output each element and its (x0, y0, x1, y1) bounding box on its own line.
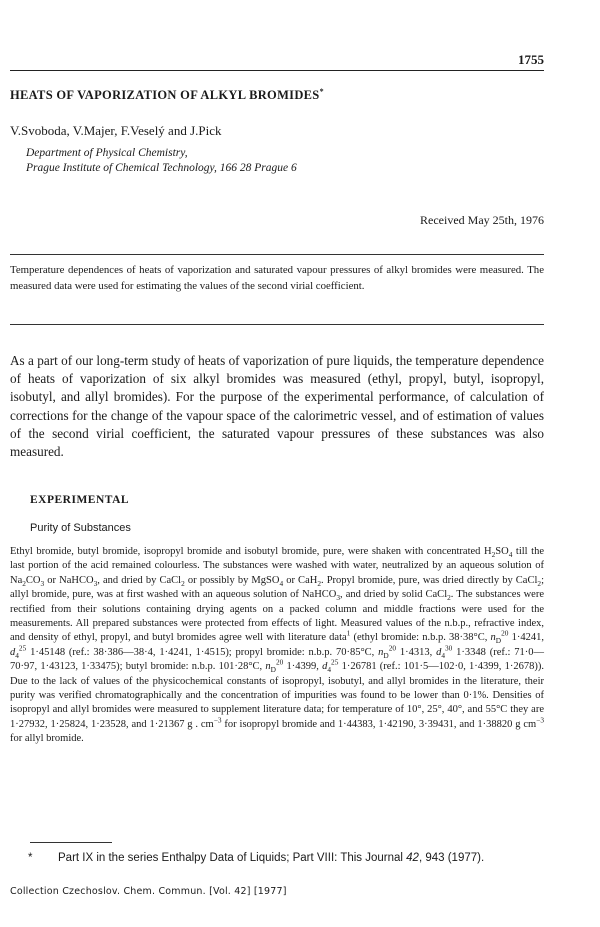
abstract-top-rule (10, 254, 544, 255)
article-title (10, 88, 324, 103)
footnote: * Part IX in the series Enthalpy Data of Liquids; Part VIII: This Journal 42, 943 (1977). (28, 852, 485, 864)
abstract: Temperature dependences of heats of vaporization and saturated vapour pressures of alkyl bromides were measured. The measured data were used for estimating the values of the second virial coefficient. (10, 264, 544, 292)
author-list: V.Svoboda, V.Majer, F.Veselý and J.Pick (10, 123, 222, 138)
article-title-text: HEATS OF VAPORIZATION OF ALKYL BROMIDES (10, 88, 320, 102)
abstract-bottom-rule (10, 324, 544, 325)
section-heading: EXPERIMENTAL (30, 494, 130, 506)
footnote-mark: * (28, 852, 33, 864)
journal-footer: Collection Czechoslov. Chem. Commun. [Vol. 42] [1977] (10, 886, 287, 897)
affiliation-department: Department of Physical Chemistry, (26, 147, 188, 159)
footnote-rule (30, 842, 112, 843)
received-date: Received May 25th, 1976 (420, 213, 544, 227)
affiliation (26, 146, 297, 176)
purity-paragraph: Ethyl bromide, butyl bromide, isopropyl bromide and isobutyl bromide, pure, were shaken with concentrated $H_2SO_4$ till the last portion of the acid remained colourless. The substances were washed with water, neutralized by an aqueous solution of $Na_2CO_3$ or NaHCO$_3$, and dried by CaCl$_2$ or possibly by MgSO$_4$ or CaH$_2$. Propyl bromide, pure, was dried directly by CaCl$_2$; allyl bromide, pure, was at first washed with an aqueous solution of NaHCO$_3$, and dried by solid CaCl$_2$. The substances were rectified from their solutions containing drying agents on a packed column and middle fractions were used for the measurements. All prepared substances were protected from effects of light. Measured values of the n.b.p., refractive index, and density of ethyl, propyl, and butyl bromides agree well with literature data$^1$ (ethyl bromide: n.b.p. 38·38°C, $n_D^{20}$ 1·4241, $d_4^{25}$ 1·45148 (ref.: 38·386—38·4, 1·4241, 1·4515); propyl bromide: n.b.p. 70·85°C, $n_D^{20}$ 1·4313, $d_4^{30}$ 1·3348 (ref.: 71·0—70·97, 1·43123, 1·33475); butyl bromide: n.b.p. 101·28°C, $n_D^{20}$ 1·4399, $d_4^{25}$ 1·26781 (ref.: 101·5—102·0, 1·4399, 1·2678)). Due to the lack of values of the physicochemical constants of isopropyl, isobutyl, and allyl bromides in the literature, their purity was verified chromatographically and the concentration of impurities was found to be lower than 0·1%. Densities of isopropyl and allyl bromides were measured to supplement literature data; for temperature of 10°, 25°, 40°, and 55°C they are 1·27932, 1·25824, 1·23528, and 1·21367 g . $cm^{-3}$ for isopropyl bromide and 1·44383, 1·42190, 3·39431, and 1·38820 g $cm^{-3}$ for allyl bromide. (10, 546, 545, 745)
page-number: 1755 (518, 52, 544, 67)
introduction-paragraph: As a part of our long-term study of heats of vaporization of pure liquids, the temperature dependence of heats of vaporization of six alkyl bromides was measured (ethyl, propyl, butyl, isopropyl, isobutyl, and allyl bromides). For the purpose of the experimental performance, of calculation of corrections for the change of the vapour space of the calorimetric vessel, and of estimation of values of the second virial coefficient, the saturated vapour pressures of these substances was also measured. (10, 353, 544, 460)
header-rule (10, 70, 544, 71)
title-footnote-mark: * (319, 86, 324, 96)
subsection-heading: Purity of Substances (30, 522, 131, 534)
affiliation-institute: Prague Institute of Chemical Technology, 166 28 Prague 6 (26, 162, 297, 174)
footnote-volume: 42 (406, 852, 419, 864)
